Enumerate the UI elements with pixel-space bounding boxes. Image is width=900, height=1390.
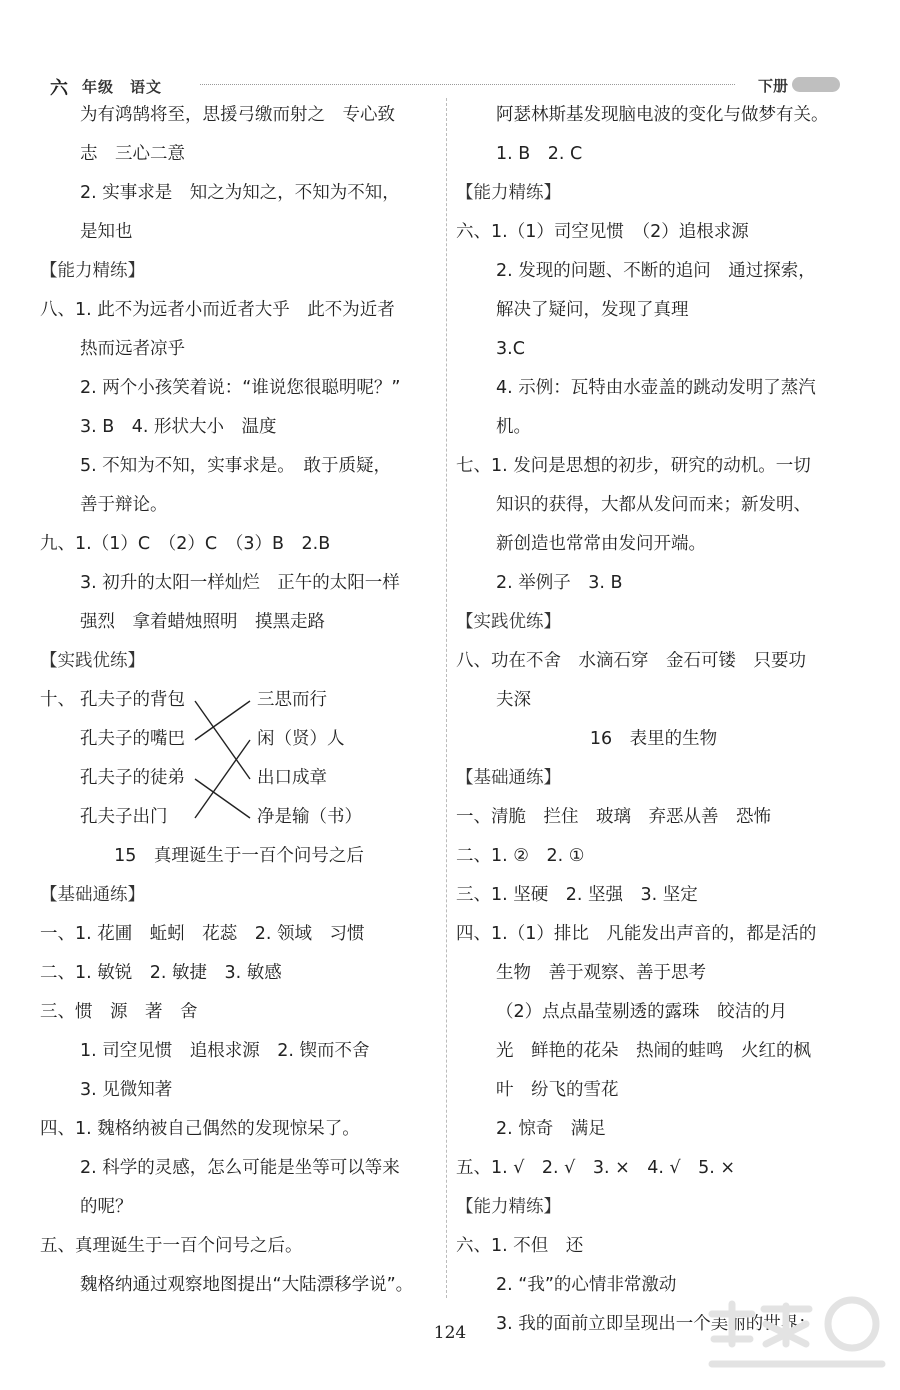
answer-line: 魏格纳通过观察地图提出“大陆漂移学说”。 xyxy=(80,1275,414,1295)
section-heading: 【能力精练】 xyxy=(456,1197,561,1217)
right-column xyxy=(456,96,851,1344)
answer-line: 叶 纷飞的雪花 xyxy=(496,1080,619,1100)
answer-line: 3. B 4. 形状大小 温度 xyxy=(80,417,277,437)
match-right-item: 出口成章 xyxy=(257,768,327,788)
answer-line: 光 鲜艳的花朵 热闹的蛙鸣 火红的枫 xyxy=(496,1041,811,1061)
match-right-item: 闲（贤）人 xyxy=(257,729,345,749)
lesson-title: 15 真理诞生于一百个问号之后 xyxy=(114,846,364,866)
answer-line: 3. 初升的太阳一样灿烂 正午的太阳一样 xyxy=(80,573,400,593)
watermark-logo-icon xyxy=(702,1294,892,1384)
grade-label: 六 xyxy=(50,78,68,99)
answer-line: 2. 举例子 3. B xyxy=(496,573,623,593)
match-right-item: 净是输（书） xyxy=(257,807,362,827)
answer-line: 善于辩论。 xyxy=(80,495,168,515)
matching-lines xyxy=(190,681,260,837)
answer-line: 七、1. 发问是思想的初步，研究的动机。一切 xyxy=(456,456,811,476)
matching-exercise xyxy=(40,681,438,837)
answer-line: 3. 我的面前立即呈现出一个美丽的世界： xyxy=(496,1314,816,1334)
answer-line: 三、惯 源 著 舍 xyxy=(40,1002,198,1022)
answer-line: 五、真理诞生于一百个问号之后。 xyxy=(40,1236,303,1256)
match-left-item: 孔夫子的嘴巴 xyxy=(80,729,185,749)
section-heading: 【能力精练】 xyxy=(456,183,561,203)
answer-line: 志 三心二意 xyxy=(80,144,185,164)
page-number: 124 xyxy=(433,1323,467,1343)
answer-line: 二、1. ② 2. ① xyxy=(456,846,585,866)
answer-line: 新创造也常常由发问开端。 xyxy=(496,534,706,554)
right-answer-lines xyxy=(456,96,851,1344)
section-heading: 【基础通练】 xyxy=(40,885,145,905)
header-rule xyxy=(200,84,735,85)
left-answer-lines xyxy=(40,96,438,681)
left-column xyxy=(40,96,438,1305)
section-heading: 【基础通练】 xyxy=(456,768,561,788)
answer-line: 一、清脆 拦住 玻璃 弃恶从善 恐怖 xyxy=(456,807,771,827)
answer-line: 九、1.（1）C （2）C （3）B 2.B xyxy=(40,534,331,554)
volume-label: 下册 xyxy=(757,77,788,95)
answer-line: 为有鸿鹄将至，思援弓缴而射之 专心致 xyxy=(80,105,395,125)
answer-line: 2. 两个小孩笑着说：“谁说您很聪明呢？” xyxy=(80,378,401,398)
answer-line: 强烈 拿着蜡烛照明 摸黑走路 xyxy=(80,612,325,632)
answer-line: 二、1. 敏锐 2. 敏捷 3. 敏感 xyxy=(40,963,282,983)
answer-line: 3.C xyxy=(496,339,525,359)
answer-line: 2. 实事求是 知之为知之，不知为不知， xyxy=(80,183,400,203)
answer-line: 2. 发现的问题、不断的追问 通过探索， xyxy=(496,261,816,281)
left-answer-lines-2 xyxy=(40,837,438,1305)
section-heading: 【能力精练】 xyxy=(40,261,145,281)
subject-label: 年级 语文 xyxy=(82,78,163,96)
match-right-item: 三思而行 xyxy=(257,690,327,710)
match-line xyxy=(195,779,250,818)
page-header xyxy=(50,74,840,98)
answer-line: 八、功在不舍 水滴石穿 金石可镂 只要功 xyxy=(456,651,806,671)
match-line xyxy=(195,701,250,779)
lesson-title: 16 表里的生物 xyxy=(589,729,718,749)
answer-line: 三、1. 坚硬 2. 坚强 3. 坚定 xyxy=(456,885,698,905)
answer-line: 热而远者凉乎 xyxy=(80,339,185,359)
answer-line: 一、1. 花圃 蚯蚓 花蕊 2. 领域 习惯 xyxy=(40,924,365,944)
series-badge-icon xyxy=(792,77,840,92)
answer-line: 六、1.（1）司空见惯 （2）追根求源 xyxy=(456,222,749,242)
answer-line: 生物 善于观察、善于思考 xyxy=(496,963,706,983)
answer-line: 夫深 xyxy=(496,690,531,710)
answer-line: 2. 科学的灵感，怎么可能是坐等可以等来 xyxy=(80,1158,400,1178)
match-left-item: 孔夫子的背包 xyxy=(80,690,185,710)
match-left-item: 孔夫子的徒弟 xyxy=(80,768,185,788)
answer-line: 四、1.（1）排比 凡能发出声音的，都是活的 xyxy=(456,924,817,944)
answer-line: 机。 xyxy=(496,417,531,437)
answer-line: 五、1. √ 2. √ 3. × 4. √ 5. × xyxy=(456,1158,736,1178)
answer-line: 的呢？ xyxy=(80,1197,133,1217)
section-heading: 【实践优练】 xyxy=(456,612,561,632)
answer-line: 2. “我”的心情非常激动 xyxy=(496,1275,677,1295)
answer-line: 1. B 2. C xyxy=(496,144,583,164)
answer-line: （2）点点晶莹剔透的露珠 皎洁的月 xyxy=(496,1002,788,1022)
match-line xyxy=(195,740,250,818)
answer-line: 八、1. 此不为远者小而近者大乎 此不为近者 xyxy=(40,300,395,320)
answer-line: 4. 示例：瓦特由水壶盖的跳动发明了蒸汽 xyxy=(496,378,816,398)
section-heading: 【实践优练】 xyxy=(40,651,145,671)
answer-line: 1. 司空见惯 追根求源 2. 锲而不舍 xyxy=(80,1041,370,1061)
answer-line: 四、1. 魏格纳被自己偶然的发现惊呆了。 xyxy=(40,1119,360,1139)
answer-line: 知识的获得，大都从发问而来；新发明、 xyxy=(496,495,811,515)
answer-line: 六、1. 不但 还 xyxy=(456,1236,584,1256)
answer-line: 是知也 xyxy=(80,222,133,242)
answer-line: 3. 见微知著 xyxy=(80,1080,173,1100)
match-prefix: 十、 xyxy=(40,690,75,710)
answer-line: 2. 惊奇 满足 xyxy=(496,1119,606,1139)
match-line xyxy=(195,701,250,740)
answer-line: 解决了疑问，发现了真理 xyxy=(496,300,689,320)
answer-line: 阿瑟林斯基发现脑电波的变化与做梦有关。 xyxy=(496,105,829,125)
answer-line: 5. 不知为不知，实事求是。 敢于质疑， xyxy=(80,456,392,476)
column-divider xyxy=(446,98,447,1298)
match-left-item: 孔夫子出门 xyxy=(80,807,168,827)
